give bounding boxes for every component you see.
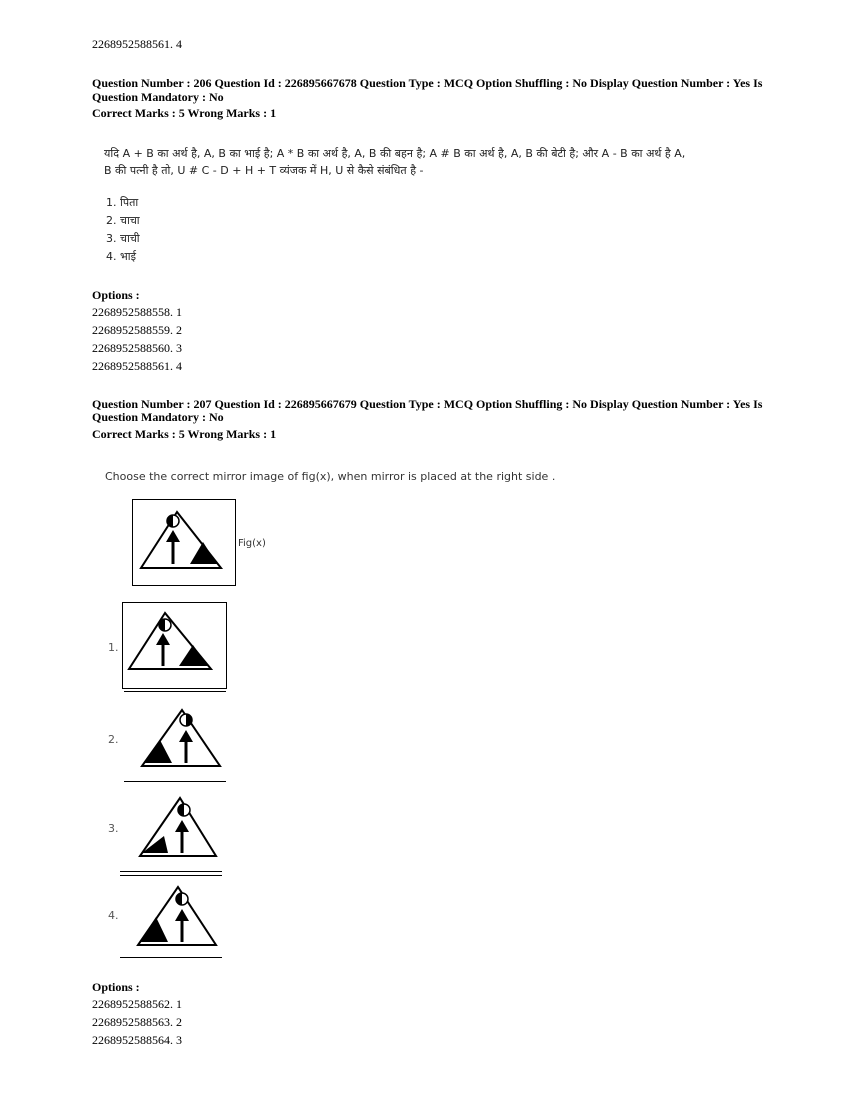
- q206-choice-1: 1. पिता: [106, 196, 139, 209]
- choice-3-figure: [120, 786, 222, 870]
- q207-question-text: Choose the correct mirror image of fig(x), when mirror is placed at the right side .: [105, 470, 556, 483]
- q207-choice-image-1: [122, 602, 227, 689]
- choice-4-top-rule: [120, 875, 222, 876]
- q207-choice-number-2: 2.: [108, 733, 119, 746]
- q207-marks: Correct Marks : 5 Wrong Marks : 1: [92, 427, 277, 441]
- q206-option-2: 2268952588559. 2: [92, 323, 182, 337]
- q207-choice-number-1: 1.: [108, 641, 119, 654]
- prev-last-option: 2268952588561. 4: [92, 37, 182, 51]
- fig-x-label: Fig(x): [238, 538, 266, 549]
- q207-choice-image-3: [120, 786, 222, 870]
- q207-header-line1: Question Number : 207 Question Id : 226895667679 Question Type : MCQ Option Shuffling : No Display Question Number : Yes Is: [92, 397, 763, 411]
- q206-header-line1: Question Number : 206 Question Id : 226895667678 Question Type : MCQ Option Shuffling : No Display Question Number : Yes Is: [92, 76, 763, 90]
- choice-2-rule: [124, 781, 226, 782]
- choice-3-rule: [120, 871, 222, 872]
- choice-1-figure: [123, 603, 226, 688]
- q206-choice-3: 3. चाची: [106, 232, 140, 245]
- q206-text-line2: B की पत्नी है तो, U # C - D + H + T व्यंजक में H, U से कैसे संबंधित है -: [104, 164, 424, 177]
- choice-2-figure: [124, 696, 226, 780]
- fig-x-box: [132, 499, 236, 586]
- choice-4-figure: [120, 877, 222, 957]
- q206-option-1: 2268952588558. 1: [92, 305, 182, 319]
- q207-choice-number-4: 4.: [108, 909, 119, 922]
- q207-options-label: Options :: [92, 980, 140, 994]
- q206-header-line2: Question Mandatory : No: [92, 90, 224, 104]
- q206-marks: Correct Marks : 5 Wrong Marks : 1: [92, 106, 277, 120]
- fig-x-image: [133, 500, 235, 585]
- q207-header-line2: Question Mandatory : No: [92, 410, 224, 424]
- choice-4-rule: [120, 957, 222, 958]
- choice-1-rule: [124, 691, 226, 692]
- q207-option-3: 2268952588564. 3: [92, 1033, 182, 1047]
- q206-choice-4: 4. भाई: [106, 250, 136, 263]
- q206-choice-2: 2. चाचा: [106, 214, 140, 227]
- q207-option-2: 2268952588563. 2: [92, 1015, 182, 1029]
- q207-choice-image-4: [120, 877, 222, 957]
- q207-option-1: 2268952588562. 1: [92, 997, 182, 1011]
- q206-option-3: 2268952588560. 3: [92, 341, 182, 355]
- q207-choice-image-2: [124, 696, 226, 780]
- q206-option-4: 2268952588561. 4: [92, 359, 182, 373]
- q206-text-line1: यदि A + B का अर्थ है, A, B का भाई है; A * B का अर्थ है, A, B की बहन है; A # B का अर्थ है, A, B की बेटी है; और A - B का अर्थ है A,: [104, 147, 686, 160]
- q207-choice-number-3: 3.: [108, 822, 119, 835]
- q206-options-label: Options :: [92, 288, 140, 302]
